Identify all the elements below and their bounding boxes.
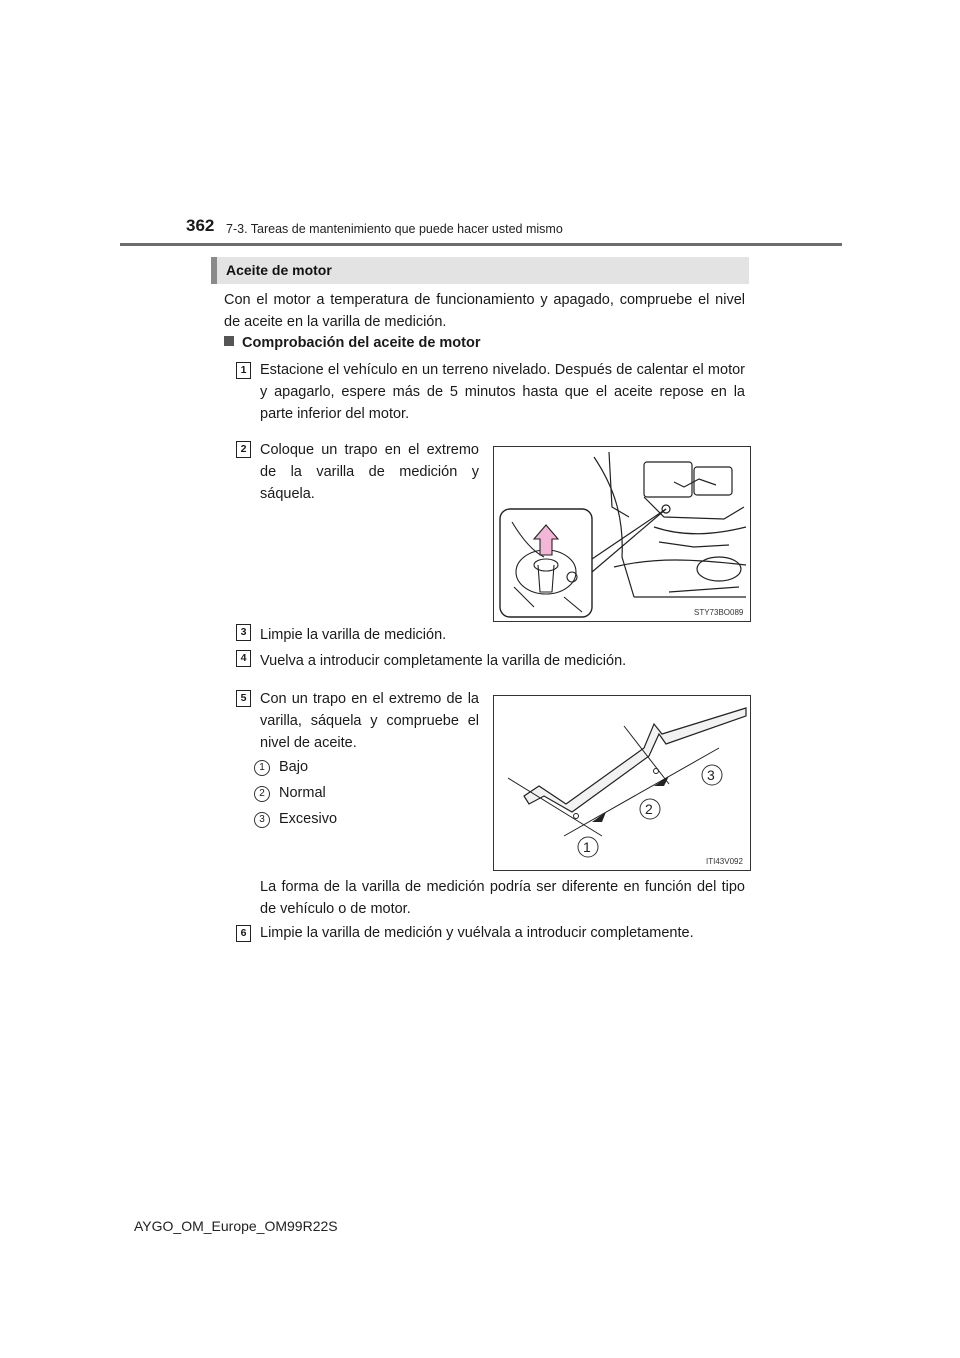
figure-code-2: ITI43V092 (706, 857, 743, 866)
step-badge-6: 6 (236, 925, 251, 942)
running-header: 7-3. Tareas de mantenimiento que puede hacer usted mismo (226, 222, 563, 236)
step-text-2: Coloque un trapo en el extremo de la varilla de medición y sáquela. (260, 442, 479, 502)
engine-bay-illustration (494, 447, 750, 621)
step-text-5: Con un trapo en el extremo de la varilla, sáquela y compruebe el nivel de aceite. (260, 691, 479, 751)
step-badge-1: 1 (236, 362, 251, 379)
step-badge-3: 3 (236, 624, 251, 641)
figure-code-1: STY73BO089 (694, 608, 744, 617)
legend-number-3: 3 (254, 812, 270, 828)
legend-number-1: 1 (254, 760, 270, 776)
legend-label-low: Bajo (279, 759, 309, 775)
figure-dipstick-levels (493, 695, 751, 871)
legend-label-excessive: Excesivo (279, 811, 338, 827)
callout-3: 3 (707, 767, 715, 783)
header-rule (120, 243, 842, 246)
section-heading (211, 257, 749, 284)
section-heading-bar (211, 257, 217, 284)
dipstick-illustration (494, 696, 750, 870)
section-title: Aceite de motor (226, 262, 332, 278)
step-text-3: Limpie la varilla de medición. (260, 627, 447, 643)
sub-heading (224, 335, 481, 351)
step-badge-5: 5 (236, 690, 251, 707)
step-text-6: Limpie la varilla de medición y vuélvala a introducir completamente. (260, 925, 694, 941)
page-number: 362 (186, 216, 215, 235)
square-bullet-icon (224, 336, 234, 346)
legend-label-normal: Normal (279, 785, 326, 801)
step-text-1: Estacione el vehículo en un terreno nivelado. Después de calentar el motor y apagarlo, espere más de 5 minutos hasta que el aceite repose en la parte inferior del motor. (260, 362, 745, 422)
note-paragraph: La forma de la varilla de medición podría ser diferente en función del tipo de vehículo o de motor. (260, 879, 745, 917)
legend-number-2: 2 (254, 786, 270, 802)
step-text-4: Vuelva a introducir completamente la varilla de medición. (260, 653, 627, 669)
sub-heading-text: Comprobación del aceite de motor (242, 335, 481, 351)
footer-doc-id: AYGO_OM_Europe_OM99R22S (134, 1218, 338, 1234)
callout-1: 1 (583, 839, 591, 855)
intro-paragraph: Con el motor a temperatura de funcionamiento y apagado, compruebe el nivel de aceite en la varilla de medición. (224, 292, 745, 330)
figure-dipstick-location (493, 446, 751, 622)
callout-2: 2 (645, 801, 653, 817)
step-badge-2: 2 (236, 441, 251, 458)
step-badge-4: 4 (236, 650, 251, 667)
